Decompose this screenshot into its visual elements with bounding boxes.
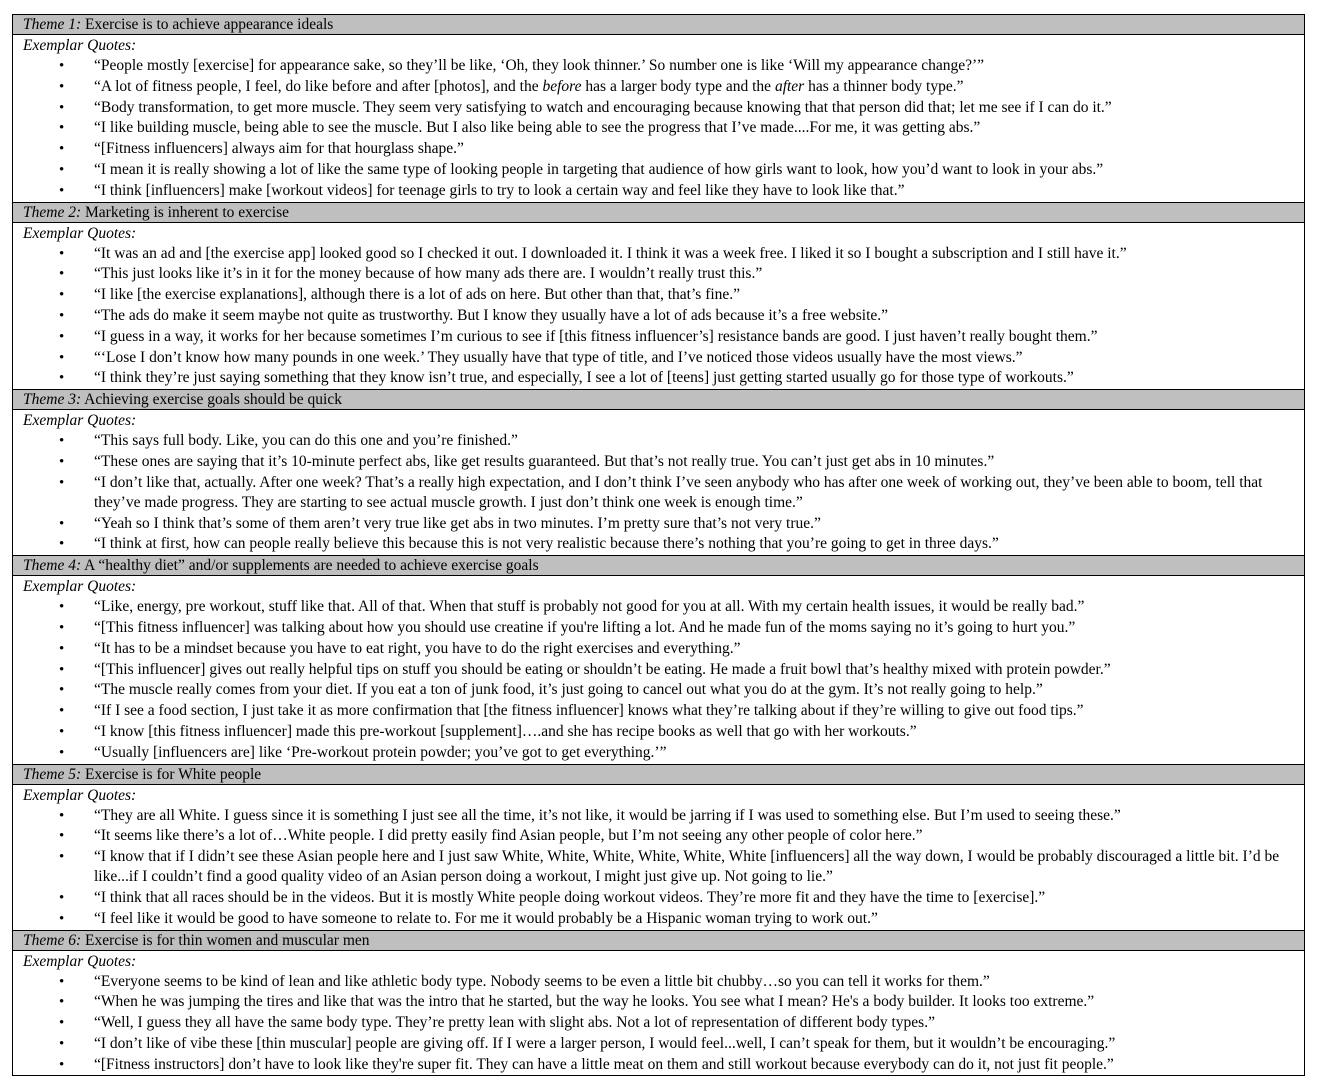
theme-label: Theme 5: — [23, 765, 82, 783]
quote-item: • “These ones are saying that it’s 10-minute perfect abs, like get results guaranteed. But that’s not really true. You can’t just get abs in 10 minutes.” — [23, 452, 1304, 472]
themes-table — [12, 14, 1305, 1076]
theme-title: Exercise is for White people — [85, 765, 262, 783]
quote-item: • “The ads do make it seem maybe not quite as trustworthy. But I know they usually have a lot of ads because it’s a free website.” — [23, 306, 1304, 326]
theme-title: A “healthy diet” and/or supplements are needed to achieve exercise goals — [84, 557, 539, 575]
theme-label: Theme 6: — [23, 931, 82, 949]
theme-5-header — [12, 765, 1305, 785]
theme-title: Exercise is for thin women and muscular men — [85, 931, 370, 949]
theme-1-body — [12, 35, 1305, 203]
exemplar-quotes-label: Exemplar Quotes: — [23, 37, 137, 54]
quote-item: • “I mean it is really showing a lot of like the same type of looking people in targeting that audience of how girls want to look, how you’d want to look in your abs.” — [23, 160, 1304, 180]
quote-item: • “It was an ad and [the exercise app] looked good so I checked it out. I downloaded it. I think it was a week free. I liked it so I bought a subscription and I still have it.” — [23, 244, 1304, 264]
quote-item: • “I don’t like that, actually. After one week? That’s a really high expectation, and I don’t think I’ve seen anybody who has after one week of working out, they’ve been able to boom, tell that they’ve made progress. They are starting to see actual muscle growth. I just don’t think one week is enough time.” — [23, 473, 1304, 513]
theme-4-body — [12, 576, 1305, 764]
exemplar-quotes-label: Exemplar Quotes: — [23, 578, 137, 596]
quote-item: • “Body transformation, to get more muscle. They seem very satisfying to watch and encouraging because knowing that that person did that; let me see if I can do it.” — [23, 98, 1304, 118]
theme-label: Theme 4: — [23, 557, 82, 575]
quote-item: • “‘Lose I don’t know how many pounds in one week.’ They usually have that type of title, and I’ve noticed those videos usually have the most views.” — [23, 348, 1304, 368]
exemplar-quotes-label: Exemplar Quotes: — [23, 786, 137, 804]
theme-label: Theme 2: — [23, 203, 82, 221]
quote-item: • “Yeah so I think that’s some of them aren’t very true like get abs in two minutes. I’m pretty sure that’s not very true.” — [23, 514, 1304, 534]
quote-item: • “[This fitness influencer] was talking about how you should use creatine if you're lifting a lot. And he made fun of the moms saying no it’s going to hurt you.” — [23, 618, 1304, 638]
quote-item: • “It seems like there’s a lot of…White people. I did pretty easily find Asian people, but I’m not seeing any other people of color here.” — [23, 826, 1304, 846]
quote-item: • “I don’t like of vibe these [thin muscular] people are giving off. If I were a larger person, I would feel...well, I can’t speak for them, but it wouldn’t be encouraging.” — [23, 1034, 1304, 1054]
quote-item: • “I like building muscle, being able to see the muscle. But I also like being able to see the progress that I’ve made....For me, it was getting abs.” — [23, 118, 1304, 138]
theme-title: Achieving exercise goals should be quick — [84, 391, 342, 409]
theme-6-header — [12, 931, 1305, 951]
quote-item: • “I know [this fitness influencer] made this pre-workout [supplement]….and she has recipe books as well that go with her workouts.” — [23, 722, 1304, 742]
quote-item: • “I think they’re just saying something that they know isn’t true, and especially, I see a lot of [teens] just getting started usually go for those type of workouts.” — [23, 368, 1304, 388]
quote-item: • “When he was jumping the tires and like that was the intro that he started, but the way he looks. You see what I mean? He's a body builder. It looks too extreme.” — [23, 992, 1304, 1012]
quote-item: • “This just looks like it’s in it for the money because of how many ads there are. I wouldn’t really trust this.” — [23, 264, 1304, 284]
quote-item: • “I know that if I didn’t see these Asian people here and I just saw White, White, White, White, White, White [influencers] all the way down, I would be probably discouraged a little bit. I’d be like...if I couldn’t find a good quality video of an Asian person doing a workout, I might just give up. Not going to lie.” — [23, 847, 1304, 887]
quote-item: • “The muscle really comes from your diet. If you eat a ton of junk food, it’s just going to cancel out what you do at the gym. It’s not really going to help.” — [23, 680, 1304, 700]
quote-item: • “This says full body. Like, you can do this one and you’re finished.” — [23, 431, 1304, 451]
theme-4-header — [12, 556, 1305, 576]
quote-list — [23, 597, 1304, 763]
quote-item: • “[This influencer] gives out really helpful tips on stuff you should be eating or shouldn’t be eating. He made a fruit bowl that’s healthy mixed with protein powder.” — [23, 660, 1304, 680]
theme-6-body — [12, 951, 1305, 1077]
theme-title: Marketing is inherent to exercise — [85, 203, 290, 221]
quote-list — [23, 431, 1304, 554]
quote-item: • “People mostly [exercise] for appearance sake, so they’ll be like, ‘Oh, they look thinner.’ So number one is like ‘Will my appearance change?’” — [23, 56, 1304, 76]
theme-1-header — [12, 15, 1305, 35]
quote-item: • “I guess in a way, it works for her because sometimes I’m curious to see if [this fitness influencer’s] resistance bands are good. I just haven’t really bought them.” — [23, 327, 1304, 347]
theme-label: Theme 3: — [23, 391, 82, 409]
quote-item: • “Well, I guess they all have the same body type. They’re pretty lean with slight abs. Not a lot of representation of different body types.” — [23, 1013, 1304, 1033]
theme-label: Theme 1: — [23, 16, 82, 33]
exemplar-quotes-label: Exemplar Quotes: — [23, 224, 137, 242]
exemplar-quotes-label: Exemplar Quotes: — [23, 412, 137, 430]
quote-item: • “Usually [influencers are] like ‘Pre-workout protein powder; you’ve got to get everything.’” — [23, 743, 1304, 763]
quote-item: • “[Fitness instructors] don’t have to look like they're super fit. They can have a little meat on them and still workout because everybody can do it, not just fit people.” — [23, 1055, 1304, 1075]
quote-list — [23, 972, 1304, 1075]
quote-item: • “[Fitness influencers] always aim for that hourglass shape.” — [23, 139, 1304, 159]
theme-title: Exercise is to achieve appearance ideals — [85, 16, 334, 33]
quote-list — [23, 806, 1304, 929]
quote-item: • “Like, energy, pre workout, stuff like that. All of that. When that stuff is probably not good for you at all. With my certain health issues, it would be really bad.” — [23, 597, 1304, 617]
quote-item: • “A lot of fitness people, I feel, do like before and after [photos], and the before has a larger body type and the after has a thinner body type.” — [23, 77, 1304, 97]
theme-2-body — [12, 223, 1305, 391]
quote-item: • “Everyone seems to be kind of lean and like athletic body type. Nobody seems to be even a little bit chubby…so you can tell it works for them.” — [23, 972, 1304, 992]
quote-item: • “If I see a food section, I just take it as more confirmation that [the fitness influencer] knows what they’re talking about if they’re willing to give out food tips.” — [23, 701, 1304, 721]
theme-5-body — [12, 785, 1305, 931]
quote-list — [23, 244, 1304, 389]
quote-item: • “They are all White. I guess since it is something I just see all the time, it’s not like, it would be jarring if I was used to something else. But I’m used to seeing these.” — [23, 806, 1304, 826]
exemplar-quotes-label: Exemplar Quotes: — [23, 952, 137, 970]
quote-item: • “I think that all races should be in the videos. But it is mostly White people doing workout videos. They’re more fit and they have the time to [exercise].” — [23, 888, 1304, 908]
quote-item: • “I think [influencers] make [workout videos] for teenage girls to try to look a certain way and feel like they have to look like that.” — [23, 181, 1304, 201]
quote-item: • “I think at first, how can people really believe this because this is not very realistic because there’s nothing that you’re going to get in three days.” — [23, 534, 1304, 554]
theme-2-header — [12, 203, 1305, 223]
quote-item: • “It has to be a mindset because you have to eat right, you have to do the right exercises and everything.” — [23, 639, 1304, 659]
quote-list — [23, 56, 1304, 201]
quote-item: • “I like [the exercise explanations], although there is a lot of ads on here. But other than that, that’s fine.” — [23, 285, 1304, 305]
theme-3-body — [12, 410, 1305, 556]
quote-item: • “I feel like it would be good to have someone to relate to. For me it would probably be a Hispanic woman trying to work out.” — [23, 909, 1304, 929]
theme-3-header — [12, 390, 1305, 410]
